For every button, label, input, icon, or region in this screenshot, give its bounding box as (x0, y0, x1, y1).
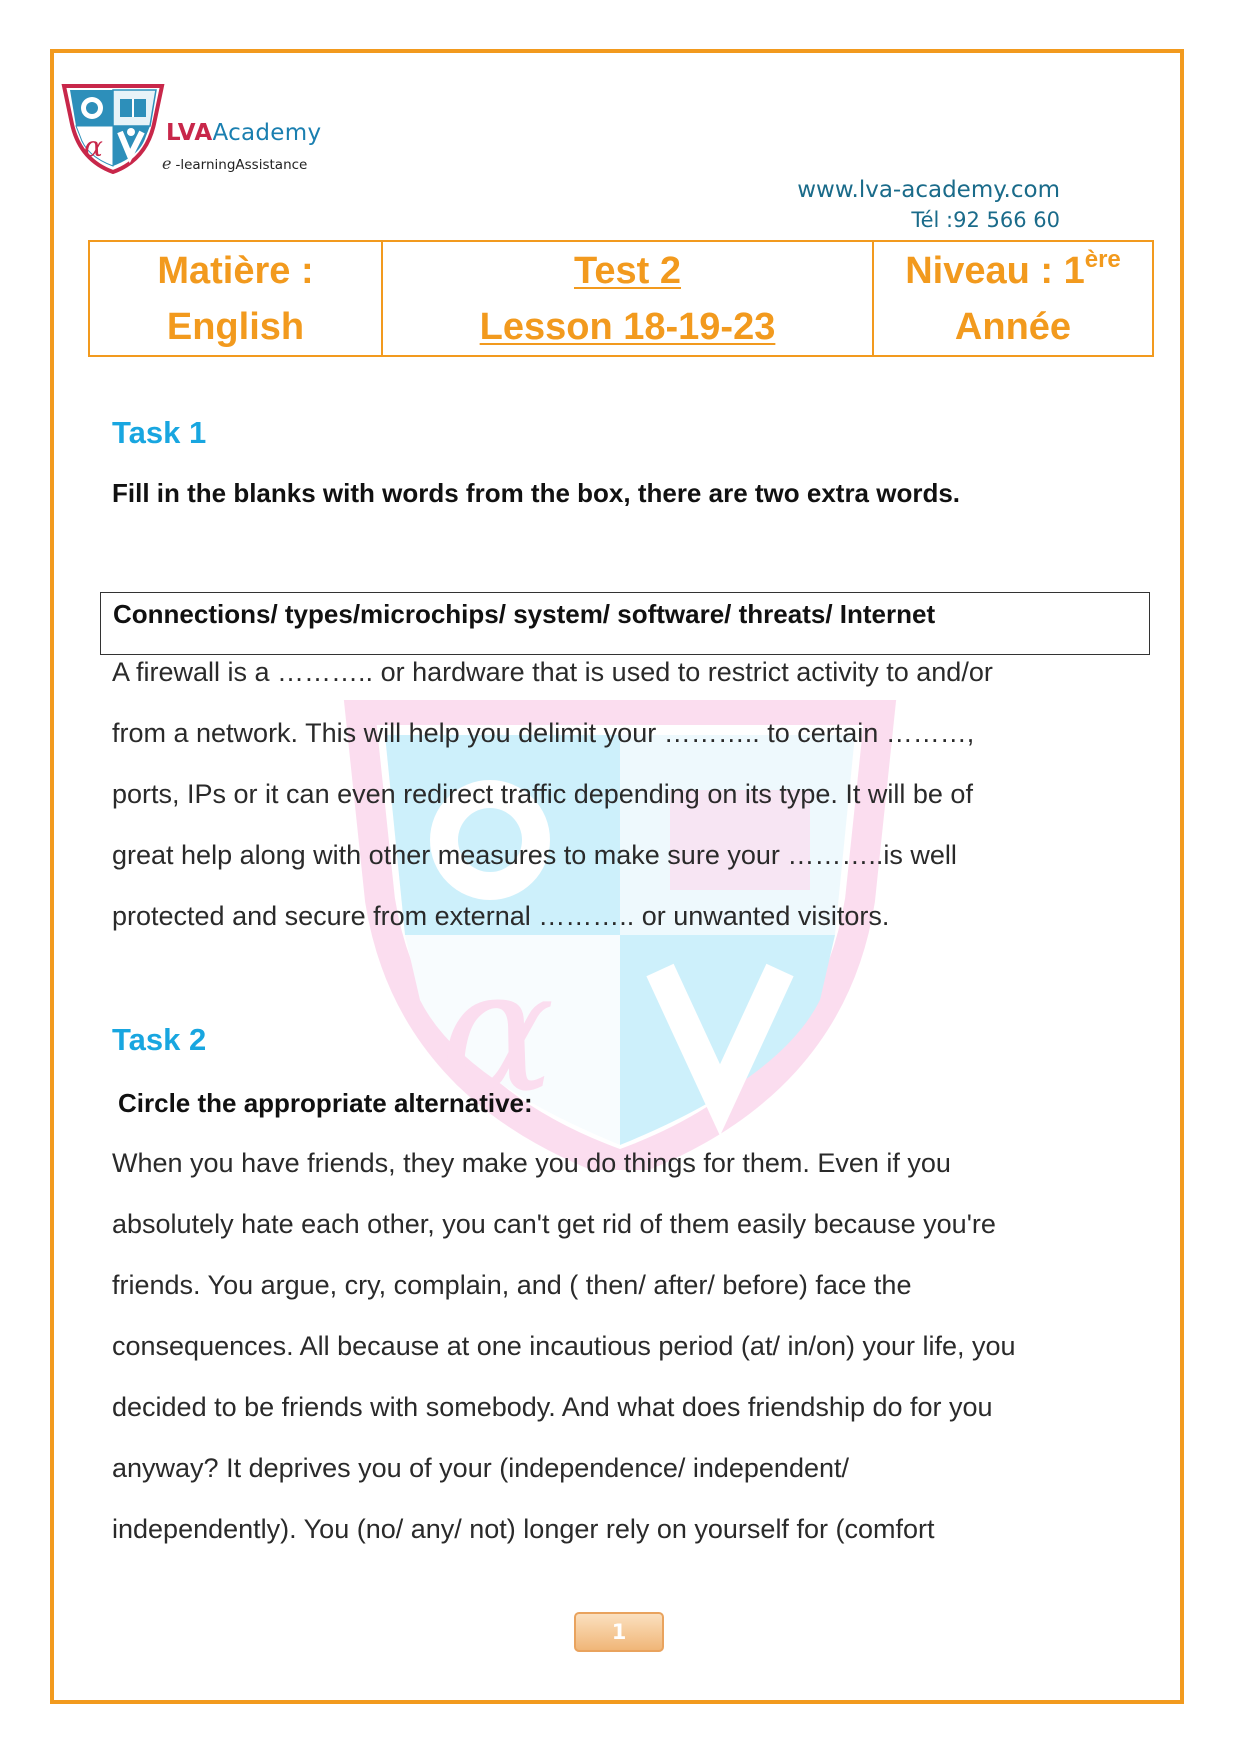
contact-info (797, 175, 1060, 235)
test-title: Test 2 (573, 249, 681, 292)
test-cell (383, 242, 874, 355)
task1-line: A firewall is a ……….. or hardware that is used to restrict activity to and/or (112, 657, 993, 687)
task1-instruction: Fill in the blanks with words from the box, there are two extra words. (112, 478, 961, 508)
subject-cell (90, 242, 383, 355)
brand-lva: LVA (166, 120, 213, 146)
page-number-badge: 1 (574, 1612, 664, 1652)
word-box (100, 592, 1150, 655)
task2-line: friends. You argue, cry, complain, and ( then/ after/ before) face the (112, 1270, 912, 1300)
task1-line: protected and secure from external ……….. or unwanted visitors. (112, 901, 890, 931)
brand-academy: Academy (212, 120, 322, 146)
phone-number: Tél :92 566 60 (911, 208, 1060, 232)
task2-title: Task 2 (112, 1022, 207, 1057)
website-link[interactable]: www.lva-academy.com (797, 177, 1060, 203)
lva-academy-logo-icon (58, 80, 168, 174)
subject-label: Matière : (157, 249, 314, 292)
level-label: Niveau : 1ère (905, 245, 1121, 292)
svg-text:α: α (84, 130, 103, 163)
task2-line: When you have friends, they make you do things for them. Even if you (112, 1148, 951, 1178)
task2-line: absolutely hate each other, you can't get rid of them easily because you're (112, 1209, 996, 1239)
tagline (162, 154, 307, 173)
info-table (88, 240, 1154, 357)
lesson-title: Lesson 18-19-23 (479, 305, 776, 348)
task1-line: from a network. This will help you delimit your ……….. to certain ………, (112, 718, 975, 748)
task2-line: consequences. All because at one incautious period (at/ in/on) your life, you (112, 1331, 1016, 1361)
svg-text:α: α (440, 933, 555, 1131)
word-box-text: Connections/ types/microchips/ system/ software/ threats/ Internet (113, 599, 936, 629)
tagline-e: e (162, 154, 172, 173)
task1-line: ports, IPs or it can even redirect traffic depending on its type. It will be of (112, 779, 973, 809)
level-superscript: ère (1084, 245, 1121, 273)
task2-line: independently). You (no/ any/ not) longer rely on yourself for (comfort (112, 1514, 935, 1544)
task2-instruction: Circle the appropriate alternative: (118, 1088, 533, 1118)
brand-name (166, 120, 321, 146)
task1-line: great help along with other measures to make sure your ………..is well (112, 840, 957, 870)
level-cell (874, 242, 1152, 355)
level-year: Année (954, 305, 1072, 348)
task2-line: anyway? It deprives you of your (independence/ independent/ (112, 1453, 850, 1483)
subject-value: English (166, 305, 305, 348)
task2-line: decided to be friends with somebody. And what does friendship do for you (112, 1392, 993, 1422)
tagline-text: -learningAssistance (175, 157, 308, 173)
task1-title: Task 1 (112, 415, 207, 450)
